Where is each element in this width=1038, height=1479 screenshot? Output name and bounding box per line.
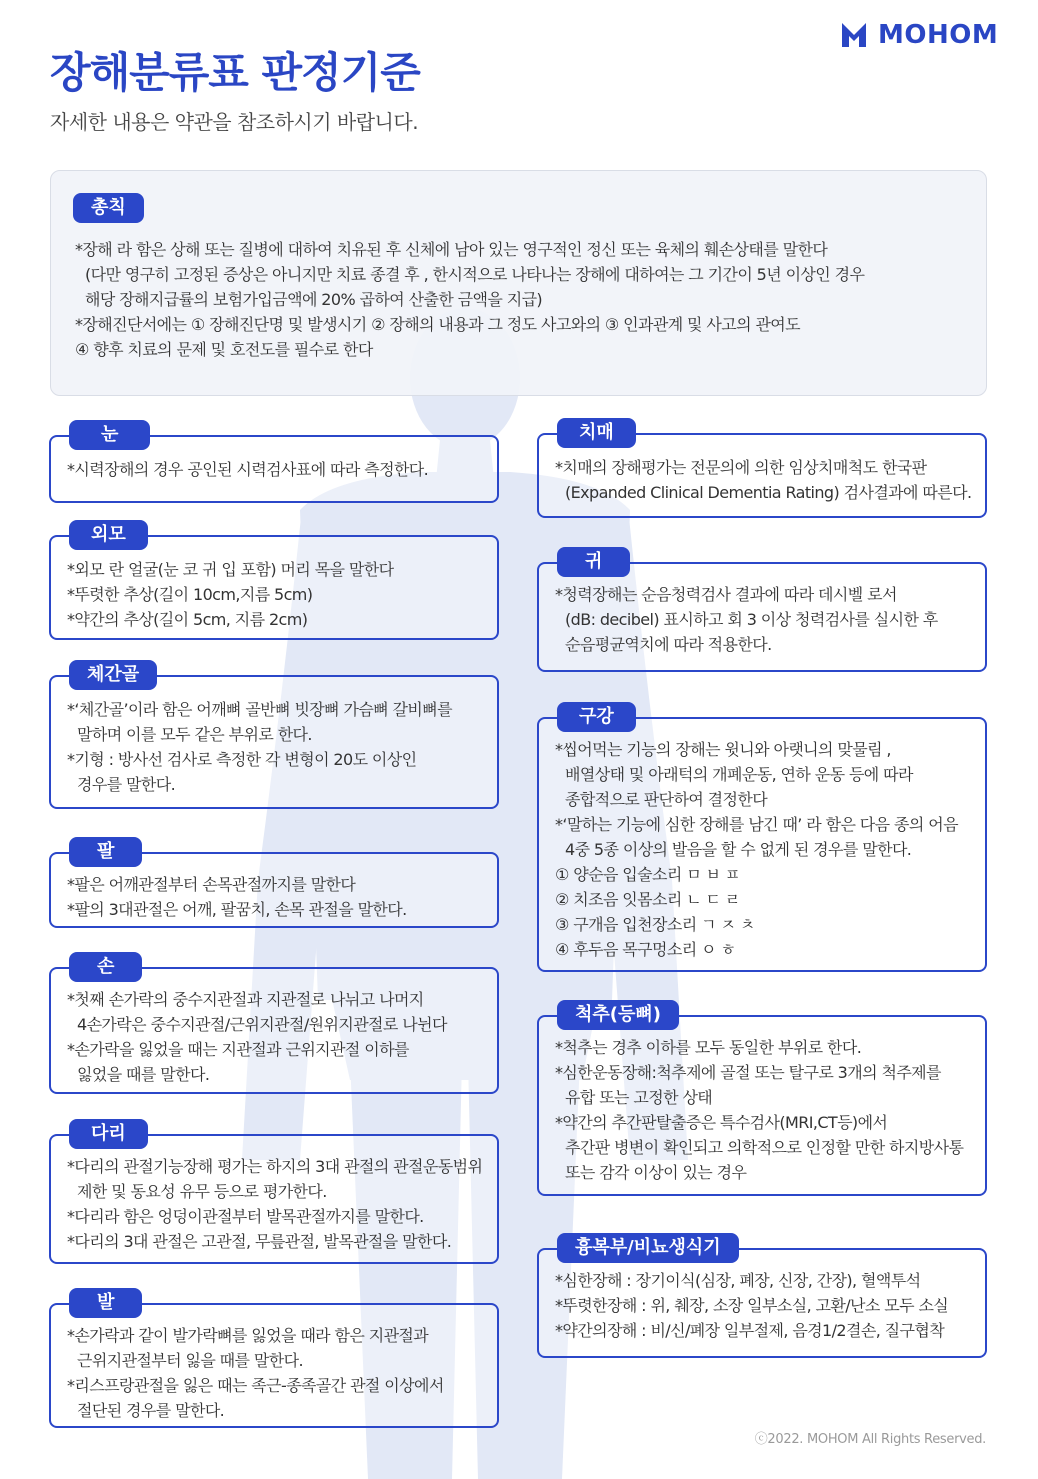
text-line: *약간의 추상(길이 5cm, 지름 2cm) [67, 610, 308, 629]
section-label-mouth: 구강 [557, 702, 636, 732]
section-card-trunk [49, 664, 499, 809]
text-line: *다리의 관절기능장해 평가는 하지의 3대 관절의 관절운동범위 [67, 1157, 483, 1176]
text-line: *심한장해 : 장기이식(심장, 폐장, 신장, 간장), 혈액투석 [555, 1271, 921, 1290]
general-rules-box [50, 170, 987, 396]
brand-logo [840, 20, 998, 50]
text-line: *손가락과 같이 발가락뼈를 잃었을 때라 함은 지관절과 [67, 1326, 429, 1345]
text-line: *다리라 함은 엉덩이관절부터 발목관절까지를 말한다. [67, 1207, 424, 1226]
text-line: *장해진단서에는 ① 장해진단명 및 발생시기 ② 장해의 내용과 그 정도 사고와의 ③ 인과관계 및 사고의 관여도 [75, 315, 801, 334]
section-label-trunk: 체간골 [69, 660, 157, 690]
text-line: ③ 구개음 입천장소리 ㄱ ㅈ ㅊ [555, 915, 755, 934]
text-line: *치매의 장해평가는 전문의에 의한 임상치매척도 한국판 [555, 458, 927, 477]
text-line: 4중 5종 이상의 발음을 할 수 없게 된 경우를 말한다. [565, 840, 912, 859]
section-label-eye: 눈 [69, 420, 150, 450]
text-line: 절단된 경우를 말한다. [77, 1401, 225, 1420]
text-line: 종합적으로 판단하여 결정한다 [565, 790, 768, 809]
text-line: *첫째 손가락의 중수지관절과 지관절로 나뉘고 나머지 [67, 990, 424, 1009]
section-label-organs: 흉복부/비뇨생식기 [557, 1233, 739, 1263]
text-line: ① 양순음 입술소리 ㅁ ㅂ ㅍ [555, 865, 740, 884]
brand-name: MOHOM [878, 20, 999, 50]
section-card-hand [49, 956, 499, 1094]
text-line: 배열상태 및 아래턱의 개폐운동, 연하 운동 등에 따라 [565, 765, 913, 784]
text-line: (Expanded Clinical Dementia Rating) 검사결과에 따른다. [565, 483, 972, 502]
text-line: (dB: decibel) 표시하고 회 3 이상 청력검사를 실시한 후 [565, 610, 938, 629]
text-line: 또는 감각 이상이 있는 경우 [565, 1163, 747, 1182]
section-label-dementia: 치매 [557, 418, 636, 448]
text-line: *기형 : 방사선 검사로 측정한 각 변형이 20도 이상인 [67, 750, 417, 769]
section-label-spine: 척추(등뼈) [557, 1000, 679, 1030]
section-card-organs [537, 1237, 987, 1358]
section-card-foot [49, 1292, 499, 1428]
text-line: *뚜렷한 추상(길이 10cm,지름 5cm) [67, 585, 313, 604]
section-label-arm: 팔 [69, 837, 142, 867]
page-subtitle: 자세한 내용은 약관을 참조하시기 바랍니다. [50, 110, 419, 134]
section-label-ear: 귀 [557, 547, 630, 577]
text-line: *손가락을 잃었을 때는 지관절과 근위지관절 이하를 [67, 1040, 409, 1059]
section-card-arm [49, 841, 499, 928]
page-title: 장해분류표 판정기준 [50, 48, 420, 97]
text-line: 잃었을 때를 말한다. [77, 1065, 210, 1084]
text-line: *시력장해의 경우 공인된 시력검사표에 따라 측정한다. [67, 460, 429, 479]
section-label-appearance: 외모 [69, 520, 148, 550]
text-line: 추간판 병변이 확인되고 의학적으로 인정할 만한 하지방사통 [565, 1138, 964, 1157]
text-line: *뚜렷한장해 : 위, 췌장, 소장 일부소실, 고환/난소 모두 소실 [555, 1296, 949, 1315]
section-card-spine [537, 1004, 987, 1196]
text-line: 순음평균역치에 따라 적용한다. [565, 635, 772, 654]
section-label-leg: 다리 [69, 1119, 148, 1149]
mohom-logo-icon [840, 21, 870, 49]
general-rules-text [75, 237, 966, 362]
section-card-appearance [49, 524, 499, 640]
text-line: *약간의 추간판탈출증은 특수검사(MRI,CT등)에서 [555, 1113, 888, 1132]
text-line: *청력장해는 순음청력검사 결과에 따라 데시벨 로서 [555, 585, 897, 604]
text-line: ④ 후두음 목구멍소리 ㅇ ㅎ [555, 940, 736, 959]
text-line: *팔은 어깨관절부터 손목관절까지를 말한다 [67, 875, 356, 894]
text-line: *씹어먹는 기능의 장해는 윗니와 아랫니의 맞물림 , [555, 740, 891, 759]
text-line: *팔의 3대관절은 어깨, 팔꿈치, 손목 관절을 말한다. [67, 900, 407, 919]
section-card-ear [537, 551, 987, 672]
section-card-mouth [537, 706, 987, 972]
text-line: *척추는 경추 이하를 모두 동일한 부위로 한다. [555, 1038, 862, 1057]
text-line: *심한운동장해:척추제에 골절 또는 탈구로 3개의 척주제를 [555, 1063, 941, 1082]
text-line: 경우를 말한다. [77, 775, 176, 794]
section-label-general: 총칙 [73, 193, 144, 223]
section-card-dementia [537, 422, 987, 518]
text-line: *다리의 3대 관절은 고관절, 무릎관절, 발목관절을 말한다. [67, 1232, 452, 1251]
copyright-footer: ⓒ2022. MOHOM All Rights Reserved. [754, 1432, 986, 1447]
section-card-eye [49, 424, 499, 503]
text-line: *‘말하는 기능에 심한 장해를 남긴 때’ 라 함은 다음 종의 어음 [555, 815, 958, 834]
text-line: 근위지관절부터 잃을 때를 말한다. [77, 1351, 303, 1370]
text-line: *외모 란 얼굴(눈 코 귀 입 포함) 머리 목을 말한다 [67, 560, 394, 579]
text-line: 말하며 이를 모두 같은 부위로 한다. [77, 725, 312, 744]
text-line: (다만 영구히 고정된 증상은 아니지만 치료 종결 후 , 한시적으로 나타나는 장해에 대하여는 그 기간이 5년 이상인 경우 [85, 265, 865, 284]
section-label-foot: 발 [69, 1288, 142, 1318]
text-line: *약간의장해 : 비/신/폐장 일부절제, 음경1/2결손, 질구협착 [555, 1321, 945, 1340]
text-line: 제한 및 동요성 유무 등으로 평가한다. [77, 1182, 327, 1201]
text-line: *리스프랑관절을 잃은 때는 족근-종족골간 관절 이상에서 [67, 1376, 444, 1395]
text-line: *‘체간골’이라 함은 어깨뼈 골반뼈 빗장뼈 가슴뼈 갈비뼈를 [67, 700, 452, 719]
text-line: 해당 장해지급률의 보험가입금액에 20% 곱하여 산출한 금액을 지급) [85, 290, 543, 309]
text-line: 4손가락은 중수지관절/근위지관절/원위지관절로 나뉜다 [77, 1015, 447, 1034]
text-line: *장해 라 함은 상해 또는 질병에 대하여 치유된 후 신체에 남아 있는 영구적인 정신 또는 육체의 훼손상태를 말한다 [75, 240, 828, 259]
text-line: 유합 또는 고정한 상태 [565, 1088, 713, 1107]
text-line: ④ 향후 치료의 문제 및 호전도를 필수로 한다 [75, 340, 373, 359]
section-card-leg [49, 1123, 499, 1264]
section-label-hand: 손 [69, 952, 142, 982]
text-line: ② 치조음 잇몸소리 ㄴ ㄷ ㄹ [555, 890, 740, 909]
